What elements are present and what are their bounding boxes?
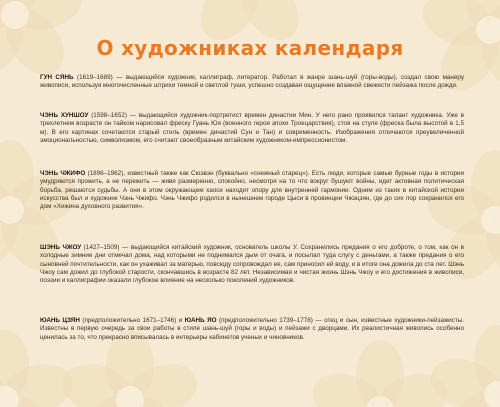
artist-description: (1598–1652) — выдающийся художник-портретист времен династии Мин. У него рано проявился талант художника. Уже в трехлетнем возрасте он тайком нарисовал фреску Гуань Юя (военного героя эпохи Троецарствия), стоя на стуле (фреска была высотой в 1,5 м). В его картинах сочетаются старый стиль (времен династий Сун и Тан) и современность. Изображения отличаются преувеличенной эмоциональностью, символизмом, его считают своеобразным китайским художником-импрессионистом. — [40, 112, 464, 144]
artist-bio-shen-zhou — [40, 244, 464, 285]
artist-description: (предположительно 1671–1746) и — [79, 317, 185, 324]
artist-description: (1619–1689) — выдающийся художник, каллиграф, литератор. Работал в жанре шань-шуй (горы-воды), создал свою манеру живописи, используя многочисленные штрихи темной и светлой туши, успешно создавая ощущение влажной свежести пейзажа после дождя. — [40, 74, 464, 90]
artist-bio-chen-zhifo — [40, 170, 464, 211]
artist-name: ЧЭНЬ ХУНШОУ — [40, 112, 89, 119]
artist-bio-yuan-jiang-yuan-yao — [40, 317, 464, 342]
artist-name: ЧЭНЬ ЧЖИФО — [40, 170, 86, 177]
artist-bio-gong-xian — [40, 74, 464, 91]
artist-description: (1427–1509) — выдающийся китайский художник, основатель школы У. Сохранились предания о его доброте, о том, как он в холодные зимние дни отмечал дома, над которыми не поднимался дым от очага, и посылал туда слугу с деньгами, а также предания о его сыновней почтительности, как он ухаживал за матерью, повсюду сопровождал ее, сам приносил ей воду, и в итоге она дожила до ста лет. Шэнь Чжоу сам дожил до глубокой старости, скончавшись в возрасте 82 лет. Независимая и чистая жизнь Шэнь Чжоу и его достижения в живописи, поэзии и каллиграфии оказали глубокое влияние на несколько поколений художников. — [40, 244, 464, 284]
artist-name: ШЭНЬ ЧЖОУ — [40, 244, 82, 251]
artist-name-second: ЮАНЬ ЯО — [184, 317, 217, 324]
artist-name: ГУН СЯНЬ — [40, 74, 74, 81]
artist-description: (1896–1962), известный также как Сюэвэн (буквально «снежный старец»). Есть люди, которые самые бурные годы в истории умудряются прожить, а не пережить — живя размеренно, спокойно, несмотря на то что вокруг бушуют войны, идет активная политическая борьба, решаются судьбы. А они в этом окружающем хаосе находят опору для внутренней гармонии. Одним из таких в китайской истории искусства был и художник Чэнь Чжифо. Чэнь Чжифо родился в нынешнем городе Цыси в провинции Чжэцзян, где до сих пор сохранился его дом «Хижина духовного развития». — [40, 170, 464, 210]
artist-name: ЮАНЬ ЦЗЯН — [40, 317, 80, 324]
artist-description-continued: (предположительно 1739–1778) — отец и сын, известные художники-пейзажисты. Известны в первую очередь за свои работы в стиле шань-шуй (горы и воды) и пейзажи с дворцами. Их реалистичная живопись особенно ценилась за то, что прекрасно вписывалась в интерьеры кабинетов ученых и чиновников. — [40, 317, 464, 341]
artist-bio-chen-hongshou — [40, 112, 464, 145]
page-title: О художниках календаря — [96, 36, 404, 60]
